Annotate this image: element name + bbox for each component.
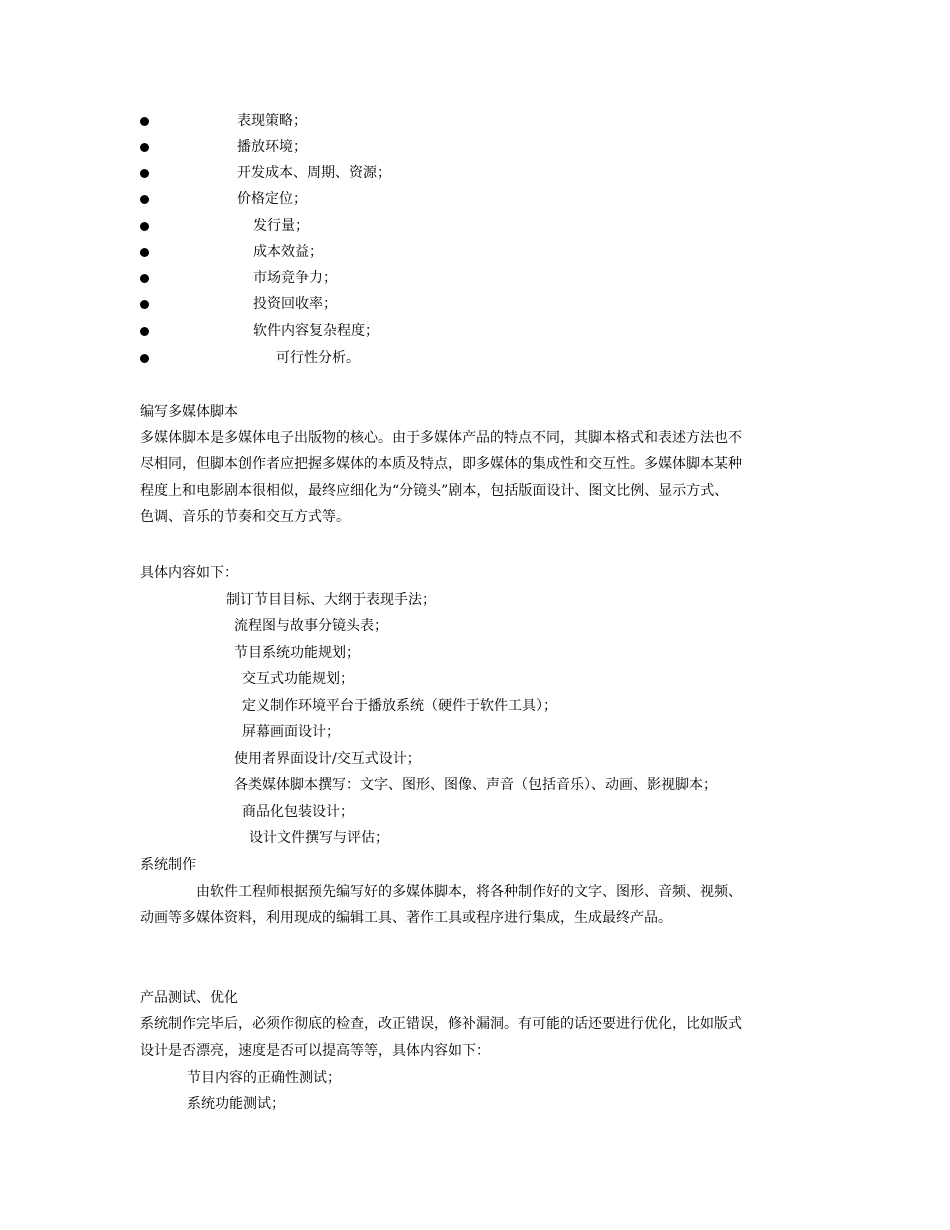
bullet-item-text: 价格定位； <box>237 191 307 207</box>
bullet-item-text: 成本效益； <box>253 244 323 260</box>
list-item: 流程图与故事分镜头表； <box>234 618 388 634</box>
list-item: 定义制作环境平台于播放系统（硬件于软件工具）； <box>242 698 557 714</box>
paragraph-line: 色调、音乐的节奏和交互方式等。 <box>140 509 350 525</box>
paragraph-line: 多媒体脚本是多媒体电子出版物的核心。由于多媒体产品的特点不同，其脚本格式和表述方法也不 <box>140 430 742 446</box>
paragraph-line: 尽相同，但脚本创作者应把握多媒体的本质及特点，即多媒体的集成性和交互性。多媒体脚本某种 <box>140 456 742 472</box>
bullet-dot-icon <box>140 274 149 283</box>
content-intro: 具体内容如下： <box>140 565 238 581</box>
bullet-item-text: 开发成本、周期、资源； <box>237 165 391 181</box>
list-item: 节目系统功能规划； <box>234 645 360 661</box>
bullet-dot-icon <box>140 354 149 363</box>
bullet-item-text: 播放环境； <box>237 139 307 155</box>
section-heading: 编写多媒体脚本 <box>140 404 238 420</box>
bullet-dot-icon <box>140 300 149 309</box>
list-item: 使用者界面设计/交互式设计； <box>234 751 421 767</box>
bullet-dot-icon <box>140 169 149 178</box>
bullet-dot-icon <box>140 222 149 231</box>
paragraph-line: 系统制作完毕后，必须作彻底的检查，改正错误，修补漏洞。有可能的话还要进行优化，比如版式 <box>140 1016 742 1032</box>
bullet-item-text: 发行量； <box>253 218 309 234</box>
bullet-item-text: 市场竞争力； <box>253 270 337 286</box>
bullet-dot-icon <box>140 117 149 126</box>
bullet-dot-icon <box>140 248 149 257</box>
bullet-dot-icon <box>140 327 149 336</box>
paragraph-line: 设计是否漂亮，速度是否可以提高等等，具体内容如下： <box>140 1043 490 1059</box>
section-heading: 产品测试、优化 <box>140 990 238 1006</box>
list-item: 系统功能测试； <box>187 1096 285 1112</box>
paragraph-line: 程度上和电影剧本很相似，最终应细化为“分镜头”剧本，包括版面设计、图文比例、显示方式、 <box>140 483 729 499</box>
list-item: 设计文件撰写与评估； <box>249 830 389 846</box>
list-item: 各类媒体脚本撰写：文字、图形、图像、声音（包括音乐）、动画、影视脚本； <box>234 777 717 793</box>
list-item: 商品化包装设计； <box>242 804 354 820</box>
bullet-item-text: 软件内容复杂程度； <box>253 323 379 339</box>
bullet-item-text: 投资回收率； <box>253 296 337 312</box>
list-item: 屏幕画面设计； <box>242 724 340 740</box>
list-item: 节目内容的正确性测试； <box>187 1070 341 1086</box>
bullet-item-text: 可行性分析。 <box>276 350 360 366</box>
paragraph-line: 由软件工程师根据预先编写好的多媒体脚本，将各种制作好的文字、图形、音频、视频、 <box>196 884 742 900</box>
section-heading: 系统制作 <box>140 857 196 873</box>
bullet-dot-icon <box>140 195 149 204</box>
paragraph-line: 动画等多媒体资料，利用现成的编辑工具、著作工具或程序进行集成，生成最终产品。 <box>140 910 672 926</box>
bullet-dot-icon <box>140 143 149 152</box>
bullet-item-text: 表现策略； <box>237 113 307 129</box>
list-item: 交互式功能规划； <box>242 671 354 687</box>
list-item: 制订节目目标、大纲于表现手法； <box>226 592 436 608</box>
